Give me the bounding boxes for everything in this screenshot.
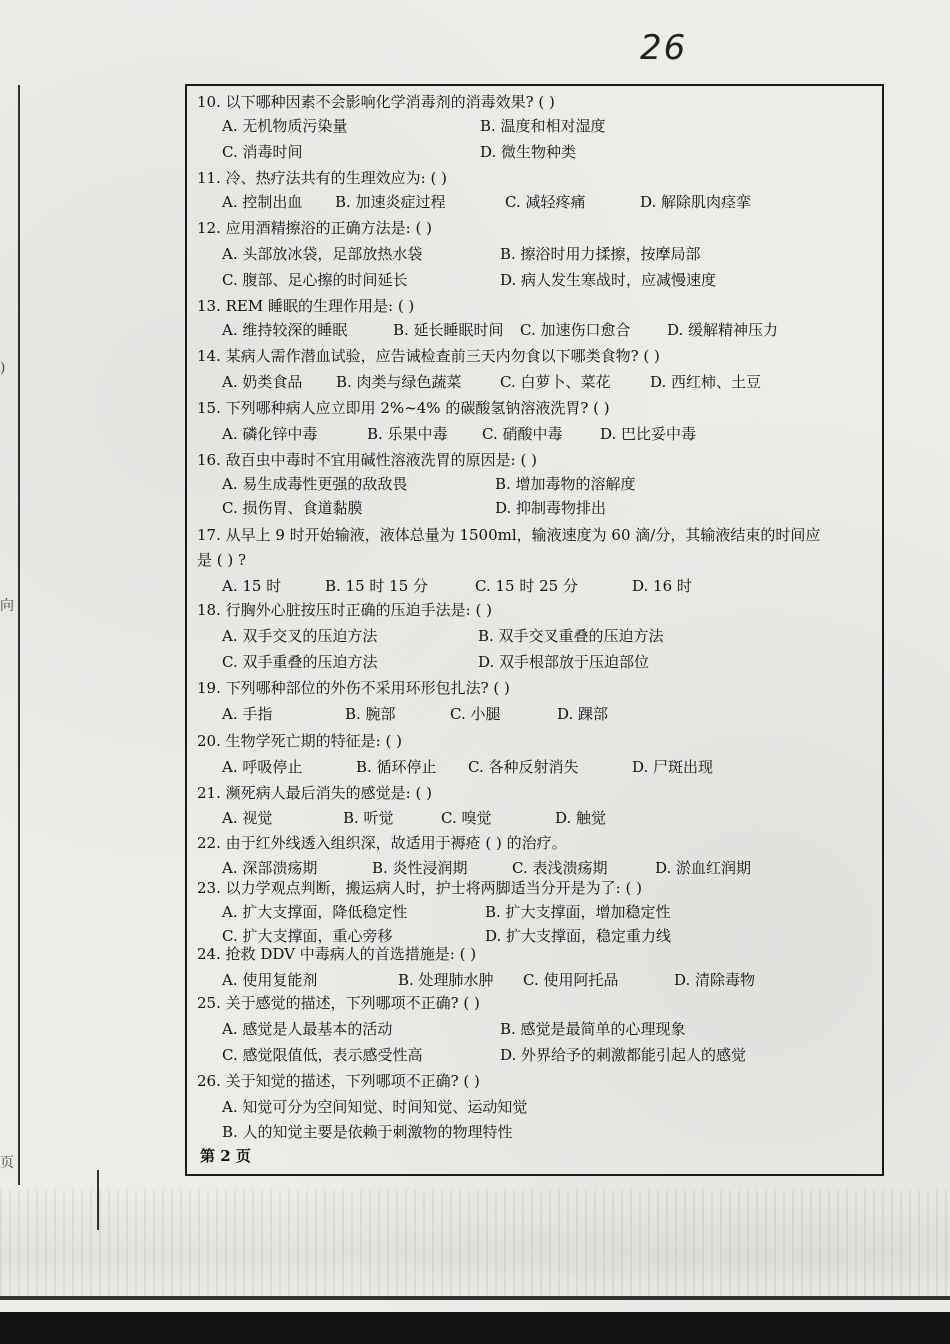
answer-option: C. 小腿 xyxy=(450,705,501,723)
answer-option: B. 循环停止 xyxy=(356,758,437,776)
left-margin-glyph: 向 xyxy=(0,598,14,614)
question-stem: 18. 行胸外心脏按压时正确的压迫手法是: ( ) xyxy=(197,601,492,619)
answer-option: A. 奶类食品 xyxy=(222,373,303,391)
left-margin-glyph: 页 xyxy=(0,1155,14,1171)
answer-option: B. 温度和相对湿度 xyxy=(480,117,606,135)
question-stem: 19. 下列哪种部位的外伤不采用环形包扎法? ( ) xyxy=(197,679,510,697)
answer-option: C. 扩大支撑面，重心旁移 xyxy=(222,927,393,945)
answer-option: D. 淤血红润期 xyxy=(655,859,752,877)
answer-option: A. 磷化锌中毒 xyxy=(222,425,318,443)
answer-option: A. 呼吸停止 xyxy=(222,758,303,776)
answer-option: B. 乐果中毒 xyxy=(367,425,448,443)
question-stem: 21. 濒死病人最后消失的感觉是: ( ) xyxy=(197,784,432,802)
answer-option: B. 感觉是最简单的心理现象 xyxy=(500,1020,686,1038)
question-stem: 10. 以下哪种因素不会影响化学消毒剂的消毒效果? ( ) xyxy=(197,93,555,111)
page-footer: 第 2 页 xyxy=(200,1147,251,1165)
answer-option: B. 扩大支撑面，增加稳定性 xyxy=(485,903,671,921)
answer-option: B. 肉类与绿色蔬菜 xyxy=(336,373,462,391)
answer-option: A. 无机物质污染量 xyxy=(222,117,348,135)
answer-option: C. 消毒时间 xyxy=(222,143,303,161)
answer-option: B. 增加毒物的溶解度 xyxy=(495,475,636,493)
answer-option: D. 清除毒物 xyxy=(674,971,756,989)
answer-option: A. 双手交叉的压迫方法 xyxy=(222,627,378,645)
answer-option: D. 解除肌肉痉挛 xyxy=(640,193,752,211)
question-stem: 15. 下列哪种病人应立即用 2%~4% 的碳酸氢钠溶液洗胃? ( ) xyxy=(197,399,610,417)
question-stem: 17. 从早上 9 时开始输液，液体总量为 1500ml，输液速度为 60 滴/分，其输液结束的时间应 xyxy=(197,526,821,544)
answer-option: D. 双手根部放于压迫部位 xyxy=(478,653,650,671)
left-margin-glyph: ) xyxy=(0,360,6,376)
answer-option: A. 维持较深的睡眠 xyxy=(222,321,348,339)
scan-bottom-border xyxy=(0,1312,950,1344)
question-stem-continued: 是 ( ) ? xyxy=(197,551,247,569)
question-stem: 11. 冷、热疗法共有的生理效应为: ( ) xyxy=(197,169,447,187)
answer-option: D. 缓解精神压力 xyxy=(667,321,779,339)
answer-option: C. 各种反射消失 xyxy=(468,758,579,776)
answer-option: A. 视觉 xyxy=(222,809,273,827)
question-stem: 13. REM 睡眠的生理作用是: ( ) xyxy=(197,297,415,315)
answer-option: A. 感觉是人最基本的活动 xyxy=(222,1020,393,1038)
answer-option: B. 人的知觉主要是依赖于刺激物的物理特性 xyxy=(222,1123,513,1141)
answer-option: C. 使用阿托品 xyxy=(523,971,619,989)
answer-option: C. 感觉限值低，表示感受性高 xyxy=(222,1046,423,1064)
answer-option: B. 处理肺水肿 xyxy=(398,971,494,989)
answer-option: A. 15 时 xyxy=(222,577,282,595)
question-stem: 16. 敌百虫中毒时不宜用碱性溶液洗胃的原因是: ( ) xyxy=(197,451,537,469)
answer-option: A. 知觉可分为空间知觉、时间知觉、运动知觉 xyxy=(222,1098,528,1116)
answer-option: D. 西红柿、土豆 xyxy=(650,373,762,391)
answer-option: D. 巴比妥中毒 xyxy=(600,425,697,443)
scan-noise xyxy=(0,1190,950,1300)
answer-option: C. 硝酸中毒 xyxy=(482,425,563,443)
question-stem: 23. 以力学观点判断，搬运病人时，护士将两脚适当分开是为了: ( ) xyxy=(197,879,642,897)
answer-option: D. 微生物种类 xyxy=(480,143,577,161)
answer-option: C. 15 时 25 分 xyxy=(475,577,578,595)
answer-option: B. 腕部 xyxy=(345,705,396,723)
answer-option: D. 16 时 xyxy=(632,577,692,595)
question-stem: 26. 关于知觉的描述，下列哪项不正确? ( ) xyxy=(197,1072,480,1090)
answer-option: B. 延长睡眠时间 xyxy=(393,321,504,339)
answer-option: C. 白萝卜、菜花 xyxy=(500,373,611,391)
answer-option: B. 15 时 15 分 xyxy=(325,577,429,595)
answer-option: A. 控制出血 xyxy=(222,193,303,211)
question-stem: 22. 由于红外线透入组织深，故适用于褥疮 ( ) 的治疗。 xyxy=(197,834,567,852)
answer-option: C. 损伤胃、食道黏膜 xyxy=(222,499,363,517)
question-stem: 12. 应用酒精擦浴的正确方法是: ( ) xyxy=(197,219,432,237)
answer-option: C. 加速伤口愈合 xyxy=(520,321,631,339)
question-stem: 20. 生物学死亡期的特征是: ( ) xyxy=(197,732,402,750)
answer-option: C. 表浅溃疡期 xyxy=(512,859,608,877)
answer-option: A. 易生成毒性更强的敌敌畏 xyxy=(222,475,408,493)
answer-option: A. 深部溃疡期 xyxy=(222,859,318,877)
answer-option: B. 双手交叉重叠的压迫方法 xyxy=(478,627,664,645)
answer-option: A. 头部放冰袋，足部放热水袋 xyxy=(222,245,423,263)
answer-option: D. 尸斑出现 xyxy=(632,758,714,776)
answer-option: D. 抑制毒物排出 xyxy=(495,499,607,517)
scan-edge-line xyxy=(0,1296,950,1300)
adjacent-page-edge xyxy=(0,85,20,1185)
answer-option: C. 双手重叠的压迫方法 xyxy=(222,653,378,671)
answer-option: A. 扩大支撑面，降低稳定性 xyxy=(222,903,408,921)
answer-option: B. 炎性浸润期 xyxy=(372,859,468,877)
answer-option: B. 加速炎症过程 xyxy=(335,193,446,211)
answer-option: D. 扩大支撑面，稳定重力线 xyxy=(485,927,672,945)
answer-option: D. 触觉 xyxy=(555,809,607,827)
answer-option: D. 外界给予的刺激都能引起人的感觉 xyxy=(500,1046,747,1064)
answer-option: D. 踝部 xyxy=(557,705,609,723)
answer-option: C. 腹部、足心擦的时间延长 xyxy=(222,271,408,289)
answer-option: B. 听觉 xyxy=(343,809,394,827)
question-stem: 25. 关于感觉的描述，下列哪项不正确? ( ) xyxy=(197,994,480,1012)
answer-option: B. 擦浴时用力揉擦，按摩局部 xyxy=(500,245,701,263)
question-stem: 24. 抢救 DDV 中毒病人的首选措施是: ( ) xyxy=(197,945,477,963)
question-stem: 14. 某病人需作潜血试验，应告诫检查前三天内勿食以下哪类食物? ( ) xyxy=(197,347,660,365)
answer-option: C. 减轻疼痛 xyxy=(505,193,586,211)
answer-option: C. 嗅觉 xyxy=(441,809,492,827)
answer-option: A. 使用复能剂 xyxy=(222,971,318,989)
answer-option: D. 病人发生寒战时，应减慢速度 xyxy=(500,271,717,289)
handwritten-page-number: 26 xyxy=(640,28,688,68)
answer-option: A. 手指 xyxy=(222,705,273,723)
